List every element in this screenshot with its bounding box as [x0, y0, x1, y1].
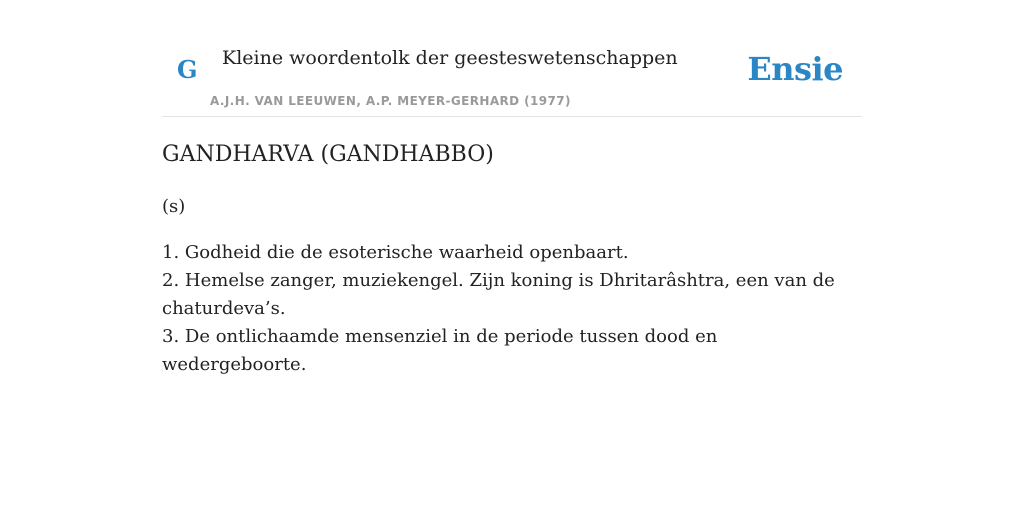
entry-part-of-speech: (s) [162, 196, 186, 217]
definition-item: 2. Hemelse zanger, muziekengel. Zijn koning is Dhritarâshtra, een van de chaturdeva’s. [162, 270, 835, 319]
definition-item: 1. Godheid die de esoterische waarheid openbaart. [162, 242, 629, 263]
book-title-link[interactable]: Kleine woordentolk der geesteswetenschappen [222, 47, 678, 69]
entry-title: GANDHARVA (GANDHABBO) [162, 142, 494, 167]
ensie-logo-link[interactable]: Ensie [747, 50, 843, 88]
entry-header [162, 0, 862, 117]
definition-item: 3. De ontlichaamde mensenziel in de periode tussen dood en wedergeboorte. [162, 326, 718, 375]
letter-index-link[interactable]: G [177, 55, 198, 84]
page-container [162, 0, 862, 375]
book-authors: A.J.H. VAN LEEUWEN, A.P. MEYER-GERHARD (1977) [210, 94, 571, 108]
definition-list [162, 239, 862, 379]
